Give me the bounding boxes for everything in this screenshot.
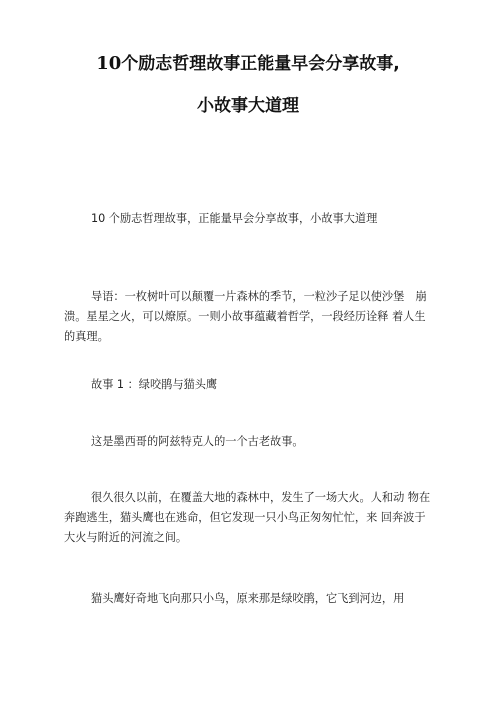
intro-paragraph: 导语：一枚树叶可以颠覆一片森林的季节，一粒沙子足以使沙堡 崩溃。星星之火，可以燎原。一则小故事蕴藏着哲学，一段经历诠释 着人生的真理。 — [64, 290, 427, 343]
document-title-line-2: 小故事大道理 — [197, 96, 299, 116]
document-title-line-1 — [0, 53, 496, 75]
story-1-paragraph-1: 这是墨西哥的阿兹特克人的一个古老故事。 — [91, 435, 304, 448]
title-number: 10 — [96, 53, 122, 74]
story-1-heading: 故事 1 ：绿咬鹃与猫头鹰 — [91, 378, 218, 391]
story-1-paragraph-3: 猫头鹰好奇地飞向那只小鸟，原来那是绿咬鹃，它飞到河边，用 — [91, 592, 405, 605]
title-text: 个励志哲理故事正能量早会分享故事, — [121, 54, 400, 74]
story-1-paragraph-2: 很久很久以前，在覆盖大地的森林中，发生了一场大火。人和动 物在奔跑逃生，猫头鹰也在逃命，但它发现一只小鸟正匆匆忙忙，来 回奔波于大火与附近的河流之间。 — [64, 491, 431, 544]
subtitle-paragraph: 10 个励志哲理故事，正能量早会分享故事，小故事大道理 — [91, 212, 378, 225]
